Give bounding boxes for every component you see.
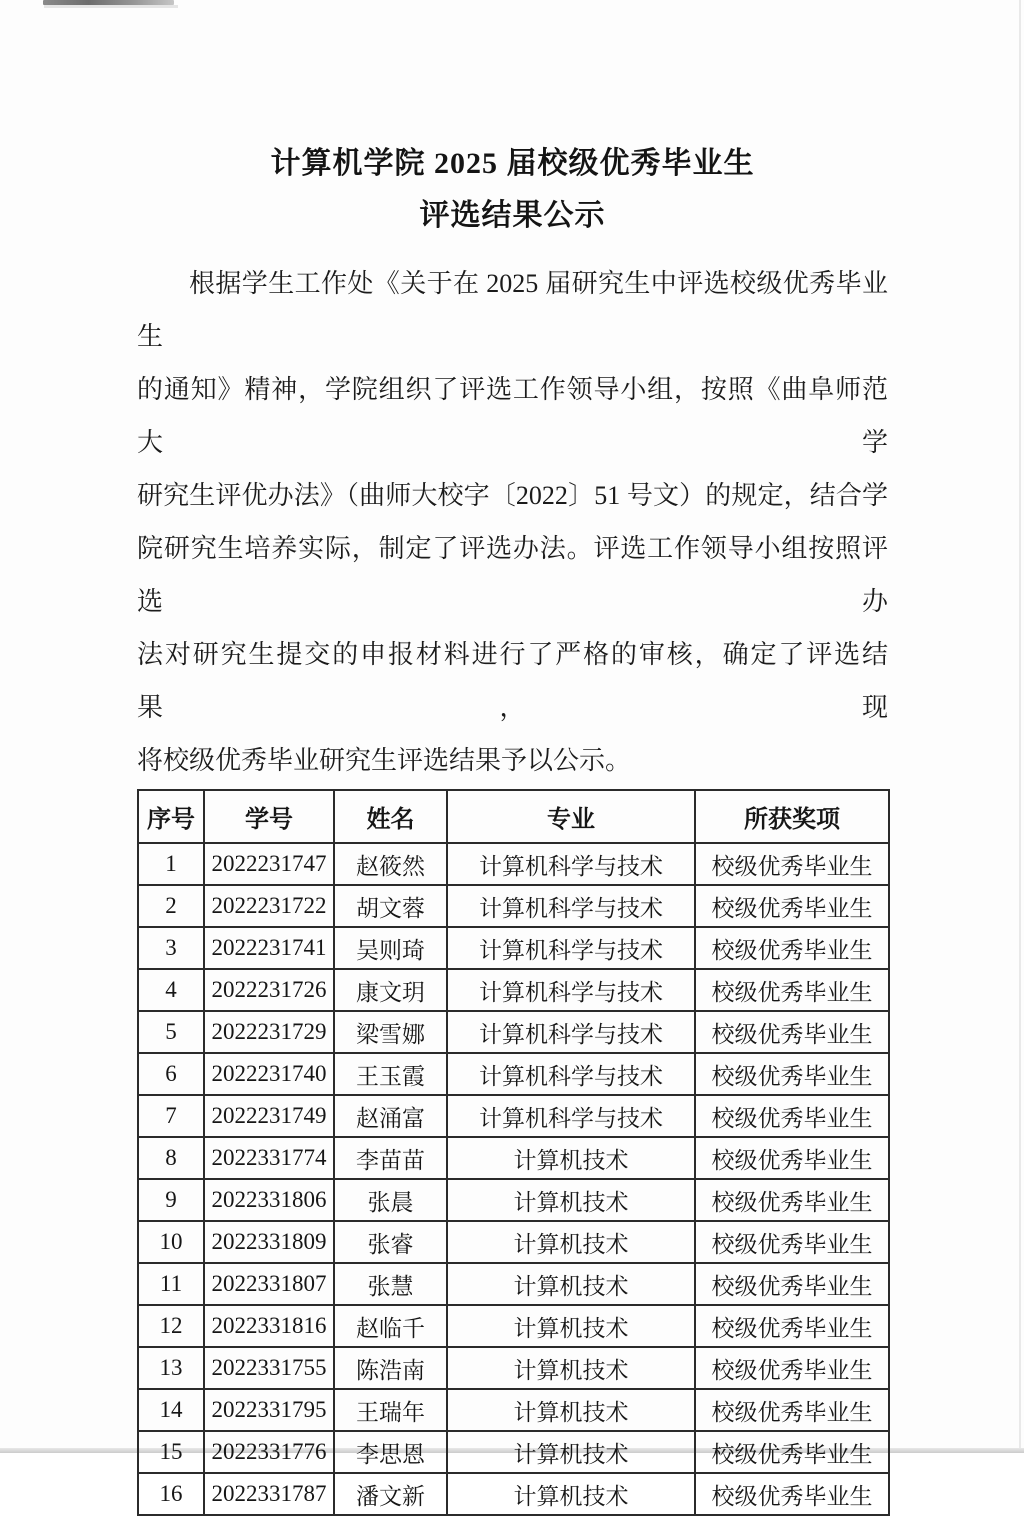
table-cell-student-id: 2022331807 [204,1263,334,1305]
column-header-name: 姓名 [334,790,447,843]
table-row [138,1179,889,1221]
table-cell-student-id: 2022231747 [204,843,334,885]
table-cell-name: 胡文蓉 [334,885,447,927]
table-cell-index: 10 [138,1221,204,1263]
paragraph-line: 将校级优秀毕业研究生评选结果予以公示。 [137,746,632,775]
table-cell-name: 赵筱然 [334,843,447,885]
table-cell-index: 2 [138,885,204,927]
table-cell-award: 校级优秀毕业生 [695,1221,889,1263]
table-cell-student-id: 2022231749 [204,1095,334,1137]
table-cell-name: 张晨 [334,1179,447,1221]
table-cell-student-id: 2022231741 [204,927,334,969]
table-cell-index: 15 [138,1431,204,1473]
table-cell-index: 3 [138,927,204,969]
table-row [138,1263,889,1305]
paragraph-line: 的通知》精神，学院组织了评选工作领导小组，按照《曲阜师范大学 [137,375,888,457]
paragraph-line: 研究生评优办法》（曲师大校字〔2022〕51 号文）的规定，结合学 [137,481,888,510]
table-row [138,969,889,1011]
table-cell-student-id: 2022331795 [204,1389,334,1431]
table-cell-award: 校级优秀毕业生 [695,843,889,885]
table-row [138,1305,889,1347]
table-cell-award: 校级优秀毕业生 [695,1305,889,1347]
table-cell-award: 校级优秀毕业生 [695,1011,889,1053]
table-cell-index: 9 [138,1179,204,1221]
table-row [138,1137,889,1179]
table-cell-major: 计算机科学与技术 [447,969,695,1011]
table-cell-student-id: 2022331809 [204,1221,334,1263]
table-cell-major: 计算机科学与技术 [447,843,695,885]
table-cell-major: 计算机技术 [447,1137,695,1179]
table-cell-award: 校级优秀毕业生 [695,1137,889,1179]
paragraph-line: 院研究生培养实际，制定了评选办法。评选工作领导小组按照评选办 [137,534,888,616]
table-cell-award: 校级优秀毕业生 [695,969,889,1011]
table-cell-major: 计算机科学与技术 [447,1053,695,1095]
table-cell-major: 计算机技术 [447,1263,695,1305]
table-cell-major: 计算机科学与技术 [447,1095,695,1137]
document-title-line-2: 评选结果公示 [419,199,606,232]
table-cell-award: 校级优秀毕业生 [695,1053,889,1095]
table-cell-award: 校级优秀毕业生 [695,1473,889,1515]
table-cell-student-id: 2022331776 [204,1431,334,1473]
results-table [137,789,890,1516]
table-cell-index: 1 [138,843,204,885]
body-paragraph [137,257,888,787]
scan-artifact-right-edge [1019,0,1021,1453]
column-header-index: 序号 [138,790,204,843]
table-cell-major: 计算机技术 [447,1221,695,1263]
table-cell-name: 陈浩南 [334,1347,447,1389]
table-cell-major: 计算机技术 [447,1473,695,1515]
paragraph-line: 法对研究生提交的申报材料进行了严格的审核，确定了评选结果，现 [137,640,888,722]
table-cell-name: 吴则琦 [334,927,447,969]
table-cell-student-id: 2022231722 [204,885,334,927]
table-row [138,1095,889,1137]
table-cell-index: 13 [138,1347,204,1389]
table-row [138,1431,889,1473]
table-cell-major: 计算机科学与技术 [447,1011,695,1053]
table-row [138,1221,889,1263]
table-body [138,843,889,1515]
column-header-major: 专业 [447,790,695,843]
table-cell-index: 4 [138,969,204,1011]
table-cell-award: 校级优秀毕业生 [695,1179,889,1221]
table-cell-student-id: 2022331806 [204,1179,334,1221]
table-cell-index: 11 [138,1263,204,1305]
table-row [138,885,889,927]
table-cell-award: 校级优秀毕业生 [695,885,889,927]
table-cell-name: 康文玥 [334,969,447,1011]
table-row [138,1011,889,1053]
table-cell-index: 12 [138,1305,204,1347]
table-row [138,1389,889,1431]
table-row [138,1347,889,1389]
table-header-row [138,790,889,843]
table-cell-award: 校级优秀毕业生 [695,1431,889,1473]
table-row [138,843,889,885]
table-cell-name: 李苗苗 [334,1137,447,1179]
table-cell-major: 计算机科学与技术 [447,927,695,969]
document-content [137,0,888,1516]
column-header-student-id: 学号 [204,790,334,843]
table-row [138,1053,889,1095]
table-cell-index: 16 [138,1473,204,1515]
table-cell-student-id: 2022231726 [204,969,334,1011]
table-cell-name: 潘文新 [334,1473,447,1515]
table-cell-name: 李思恩 [334,1431,447,1473]
table-cell-award: 校级优秀毕业生 [695,1347,889,1389]
document-title-line-1: 计算机学院 2025 届校级优秀毕业生 [270,147,755,180]
table-cell-major: 计算机技术 [447,1431,695,1473]
table-cell-award: 校级优秀毕业生 [695,1095,889,1137]
table-cell-index: 6 [138,1053,204,1095]
table-cell-major: 计算机科学与技术 [447,885,695,927]
table-cell-name: 王玉霞 [334,1053,447,1095]
table-cell-student-id: 2022231740 [204,1053,334,1095]
table-cell-name: 梁雪娜 [334,1011,447,1053]
table-cell-name: 张慧 [334,1263,447,1305]
paragraph-line: 根据学生工作处《关于在 2025 届研究生中评选校级优秀毕业生 [137,269,888,351]
table-cell-name: 赵涌富 [334,1095,447,1137]
table-cell-award: 校级优秀毕业生 [695,1263,889,1305]
table-cell-student-id: 2022331774 [204,1137,334,1179]
table-cell-award: 校级优秀毕业生 [695,1389,889,1431]
table-cell-major: 计算机技术 [447,1179,695,1221]
table-cell-name: 王瑞年 [334,1389,447,1431]
table-cell-student-id: 2022331816 [204,1305,334,1347]
table-cell-student-id: 2022231729 [204,1011,334,1053]
table-cell-major: 计算机技术 [447,1389,695,1431]
table-cell-student-id: 2022331755 [204,1347,334,1389]
table-cell-name: 赵临千 [334,1305,447,1347]
table-cell-index: 7 [138,1095,204,1137]
table-cell-major: 计算机技术 [447,1347,695,1389]
table-cell-index: 14 [138,1389,204,1431]
table-cell-index: 5 [138,1011,204,1053]
table-row [138,927,889,969]
column-header-award: 所获奖项 [695,790,889,843]
table-row [138,1473,889,1515]
table-cell-award: 校级优秀毕业生 [695,927,889,969]
table-cell-major: 计算机技术 [447,1305,695,1347]
table-cell-index: 8 [138,1137,204,1179]
table-cell-name: 张睿 [334,1221,447,1263]
table-cell-student-id: 2022331787 [204,1473,334,1515]
